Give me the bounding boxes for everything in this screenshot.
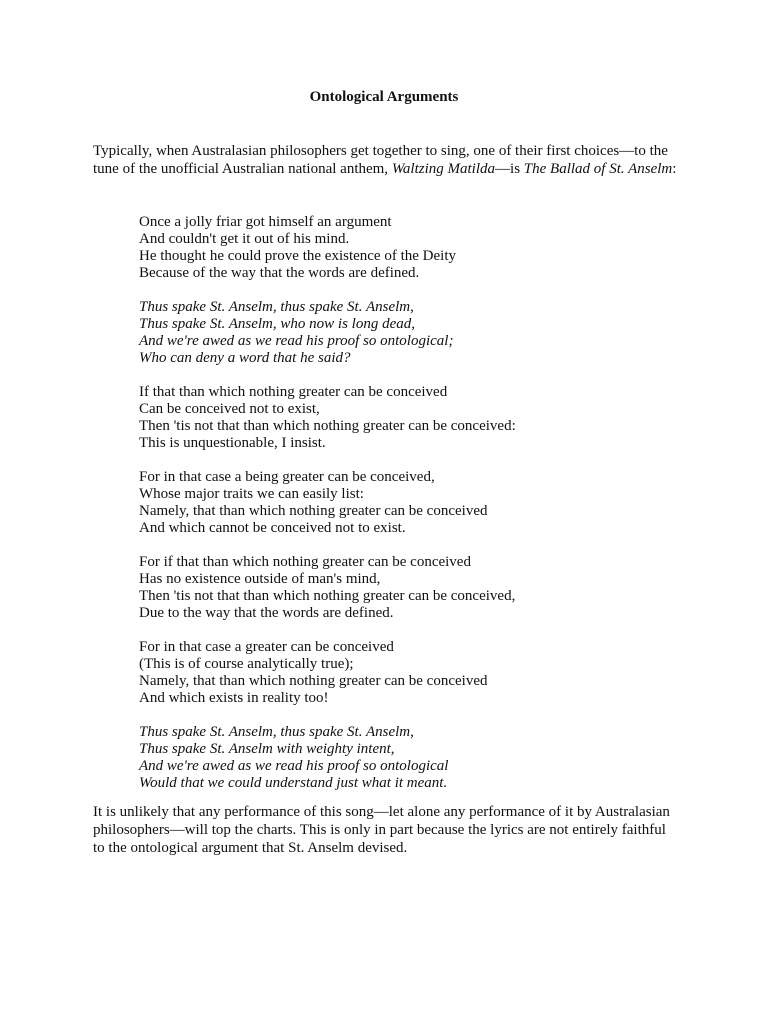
- poem-line: Namely, that than which nothing greater can be conceived: [139, 503, 488, 519]
- poem-line: Thus spake St. Anselm, who now is long dead,: [139, 316, 415, 332]
- poem-line: Due to the way that the words are defined.: [139, 605, 394, 621]
- intro-paragraph: [93, 142, 678, 178]
- closing-paragraph: It is unlikely that any performance of this song—let alone any performance of it by Australasian philosophers—will top the charts. This is only in part because the lyrics are not entirely faithful to the ontological argument that St. Anselm devised.: [93, 804, 670, 856]
- poem-line: And we're awed as we read his proof so ontological;: [139, 333, 454, 349]
- poem-line: Then 'tis not that than which nothing greater can be conceived:: [139, 418, 516, 434]
- document-title: Ontological Arguments: [309, 89, 459, 105]
- poem-line: Thus spake St. Anselm with weighty intent,: [139, 741, 395, 757]
- poem-line: For in that case a greater can be conceived: [139, 639, 394, 655]
- poem-line: Who can deny a word that he said?: [139, 350, 351, 366]
- poem-line: Then 'tis not that than which nothing greater can be conceived,: [139, 588, 516, 604]
- poem-line: Thus spake St. Anselm, thus spake St. Anselm,: [139, 299, 414, 315]
- poem-line: Whose major traits we can easily list:: [139, 486, 364, 502]
- verse-stanza: [139, 639, 679, 707]
- song-title: Waltzing Matilda: [391, 161, 496, 177]
- poem-line: And couldn't get it out of his mind.: [139, 231, 350, 247]
- poem-line: And which exists in reality too!: [139, 690, 329, 706]
- chorus-stanza: [139, 299, 679, 367]
- poem-line: Has no existence outside of man's mind,: [139, 571, 381, 587]
- poem-line: Thus spake St. Anselm, thus spake St. Anselm,: [139, 724, 414, 740]
- poem-line: Would that we could understand just what it meant.: [139, 775, 448, 791]
- poem-line: This is unquestionable, I insist.: [139, 435, 326, 451]
- poem-line: For in that case a being greater can be conceived,: [139, 469, 435, 485]
- ballad-title: The Ballad of St. Anselm: [523, 161, 673, 177]
- poem-line: And which cannot be conceived not to exist.: [139, 520, 406, 536]
- poem-line: And we're awed as we read his proof so ontological: [139, 758, 449, 774]
- chorus-stanza: [139, 724, 679, 792]
- poem-line: (This is of course analytically true);: [139, 656, 354, 672]
- poem-line: He thought he could prove the existence of the Deity: [139, 248, 456, 264]
- intro-text-1: Typically, when Australasian philosophers get together to sing, one of their first choices—to the tune of the unofficial Australian national anthem,: [93, 143, 668, 177]
- intro-text-3: :: [672, 161, 677, 177]
- poem-line: Once a jolly friar got himself an argument: [139, 214, 392, 230]
- poem-line: For if that than which nothing greater can be conceived: [139, 554, 471, 570]
- verse-stanza: [139, 554, 679, 622]
- intro-text-2: —is: [495, 161, 524, 177]
- poem-line: Can be conceived not to exist,: [139, 401, 320, 417]
- poem: [139, 214, 679, 809]
- poem-line: Because of the way that the words are defined.: [139, 265, 420, 281]
- poem-line: If that than which nothing greater can be conceived: [139, 384, 448, 400]
- verse-stanza: [139, 384, 679, 452]
- verse-stanza: [139, 214, 679, 282]
- poem-line: Namely, that than which nothing greater can be conceived: [139, 673, 488, 689]
- verse-stanza: [139, 469, 679, 537]
